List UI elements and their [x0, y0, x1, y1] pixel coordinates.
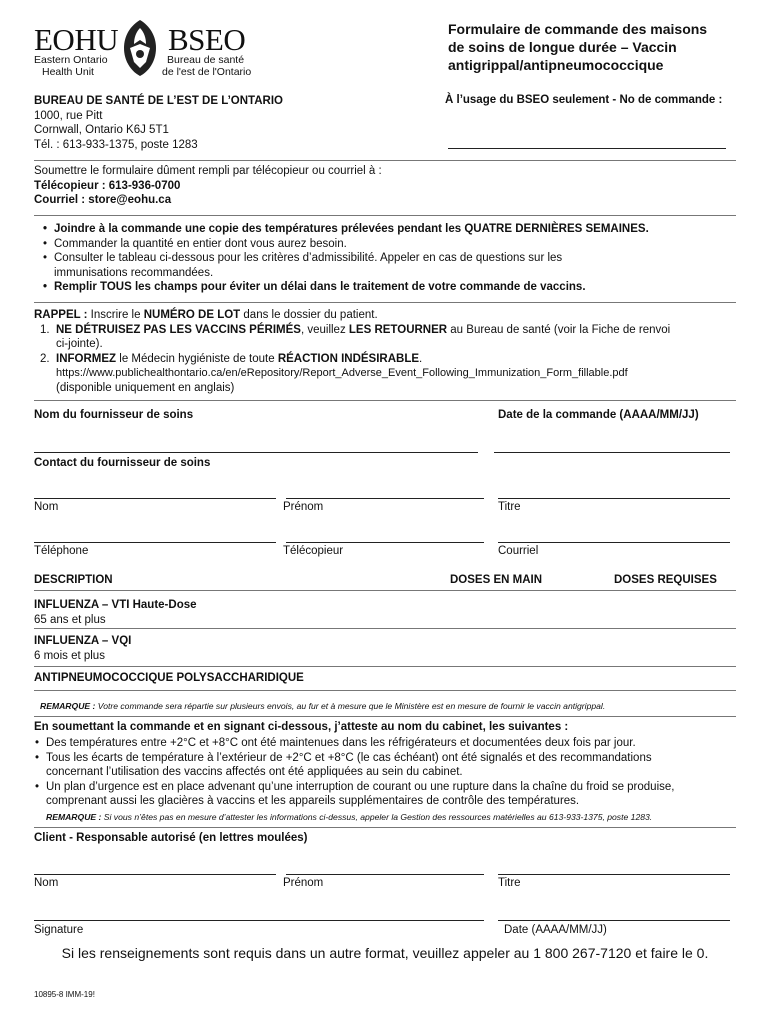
- instruction-list: [42, 222, 732, 295]
- divider: [34, 590, 736, 591]
- order-date-input[interactable]: [494, 438, 730, 453]
- contact-fax-label: Télécopieur: [283, 545, 344, 557]
- office-street: 1000, rue Pitt: [34, 109, 103, 122]
- submit-info: [34, 164, 382, 208]
- row2-doses-requises-input[interactable]: [612, 646, 732, 660]
- instruction-item: • Remplir TOUS les champs pour éviter un délai dans le traitement de votre commande de vaccins.: [42, 280, 732, 295]
- logo-left-abbr: EOHU: [34, 22, 119, 57]
- logo-right-name-1: Bureau de santé: [167, 54, 245, 66]
- contact-nom-input[interactable]: [34, 484, 276, 499]
- attest-remarque: REMARQUE : Si vous n’êtes pas en mesure d’attester les informations ci-dessus, appeler la Gestion des ressources matérielles au 613-933-1375, poste 1283.: [46, 812, 653, 822]
- instruction-item: • Commander la quantité en entier dont vous aurez besoin.: [42, 237, 732, 252]
- row3-doses-requises-input[interactable]: [612, 672, 732, 686]
- client-nom-input[interactable]: [34, 860, 276, 875]
- provider-name-input[interactable]: [34, 438, 478, 453]
- submit-fax: Télécopieur : 613-936-0700: [34, 179, 181, 192]
- row1-doses-en-main-input[interactable]: [450, 610, 570, 624]
- vaccine-eligibility: 65 ans et plus: [34, 613, 106, 626]
- order-date-label: Date de la commande (AAAA/MM/JJ): [498, 409, 699, 421]
- office-city: Cornwall, Ontario K6J 5T1: [34, 124, 169, 136]
- office-use-label: À l’usage du BSEO seulement - No de commande :: [445, 94, 723, 106]
- client-titre-input[interactable]: [498, 860, 730, 875]
- instruction-item: • Joindre à la commande une copie des températures prélevées pendant les QUATRE DERNIÈRES SEMAINES.: [42, 222, 732, 237]
- attest-list: [34, 736, 734, 809]
- row3-doses-en-main-input[interactable]: [450, 672, 570, 686]
- divider: [34, 215, 736, 216]
- table-row: [34, 634, 131, 663]
- rappel-section: [34, 308, 734, 395]
- divider: [34, 666, 736, 667]
- client-date-label: Date (AAAA/MM/JJ): [504, 924, 607, 936]
- form-code: 10895-8 IMM-19!: [34, 990, 95, 999]
- logo-left-name-2: Health Unit: [42, 66, 94, 78]
- rappel-item: 1. NE DÉTRUISEZ PAS LES VACCINS PÉRIMÉS, veuillez LES RETOURNER au Bureau de santé (voir la Fiche de renvoi ci-jointe).: [40, 323, 671, 350]
- logo-left-name-1: Eastern Ontario: [34, 54, 108, 66]
- emblem-icon: [116, 18, 164, 78]
- attest-heading: En soumettant la commande et en signant ci-dessous, j’atteste au nom du cabinet, les suivantes :: [34, 721, 569, 733]
- client-date-input[interactable]: [498, 906, 730, 921]
- office-phone: Tél. : 613-933-1375, poste 1283: [34, 138, 198, 151]
- client-heading: Client - Responsable autorisé (en lettres moulées): [34, 832, 308, 844]
- contact-titre-input[interactable]: [498, 484, 730, 499]
- table-remarque: REMARQUE : Votre commande sera répartie sur plusieurs envois, au fur et à mesure que le Ministère est en mesure de fournir le vaccin antigrippal.: [40, 701, 606, 711]
- contact-prenom-input[interactable]: [286, 484, 484, 499]
- form-title: [448, 20, 707, 74]
- office-name: BUREAU DE SANTÉ DE L’EST DE L’ONTARIO: [34, 95, 283, 107]
- divider: [34, 400, 736, 401]
- provider-name-label: Nom du fournisseur de soins: [34, 409, 194, 421]
- divider: [34, 716, 736, 717]
- client-prenom-label: Prénom: [283, 877, 324, 889]
- col-description: DESCRIPTION: [34, 574, 113, 586]
- title-line-2: de soins de longue durée – Vaccin: [448, 39, 677, 55]
- attest-item: • Tous les écarts de température à l’extérieur de +2°C et +8°C (le cas échéant) ont été signalés et des recommandations concernant l’utilisation des vaccins affectés ont été appliquées au sein du cabinet.: [34, 751, 734, 780]
- vaccine-name: INFLUENZA – VQI: [34, 635, 132, 647]
- contact-nom-label: Nom: [34, 501, 59, 513]
- client-nom-label: Nom: [34, 877, 59, 889]
- contact-telephone-label: Téléphone: [34, 545, 89, 557]
- contact-email-input[interactable]: [498, 528, 730, 543]
- divider: [34, 302, 736, 303]
- divider: [34, 827, 736, 828]
- client-prenom-input[interactable]: [286, 860, 484, 875]
- table-row: [34, 598, 197, 627]
- client-signature-input[interactable]: [34, 906, 484, 921]
- report-form-link[interactable]: https://www.publichealthontario.ca/en/eRepository/Report_Adverse_Event_Following_Immunization_Form_fillable.pdf: [56, 367, 628, 379]
- submit-intro: Soumettre le formulaire dûment rempli par télécopieur ou courriel à :: [34, 165, 382, 177]
- row1-doses-requises-input[interactable]: [612, 610, 732, 624]
- contact-email-label: Courriel: [498, 545, 539, 557]
- instruction-item: • Consulter le tableau ci-dessous pour les critères d’admissibilité. Appeler en cas de questions sur les immunisations recommandées.: [42, 251, 732, 280]
- submit-email: Courriel : store@eohu.ca: [34, 194, 172, 206]
- col-doses-en-main: DOSES EN MAIN: [450, 574, 543, 586]
- divider: [34, 160, 736, 161]
- title-line-3: antigrippal/antipneumococcique: [448, 57, 664, 73]
- contact-prenom-label: Prénom: [283, 501, 324, 513]
- eohu-logo: [34, 18, 254, 78]
- client-signature-label: Signature: [34, 924, 84, 936]
- provider-contact-label: Contact du fournisseur de soins: [34, 457, 211, 469]
- contact-fax-input[interactable]: [286, 528, 484, 543]
- rappel-item: 2. INFORMEZ le Médecin hygiéniste de toute RÉACTION INDÉSIRABLE. https://www.publichealthontario.ca/en/eRepository/Report_Adverse_Event_Following_Immunization_Form_fillable.pdf (disponible uniquement en anglais): [40, 352, 628, 394]
- order-number-input[interactable]: [448, 134, 726, 149]
- col-doses-requises: DOSES REQUISES: [614, 574, 717, 586]
- contact-telephone-input[interactable]: [34, 528, 276, 543]
- rappel-line: RAPPEL : Inscrire le NUMÉRO DE LOT dans le dossier du patient.: [34, 309, 378, 321]
- table-row: ANTIPNEUMOCOCCIQUE POLYSACCHARIDIQUE: [34, 672, 304, 684]
- vaccine-eligibility: 6 mois et plus: [34, 649, 105, 662]
- attest-item: • Un plan d’urgence est en place advenant qu’une interruption de courant ou une rupture dans la chaîne du froid se produise, comprenant aussi les glacières à vaccins et les appareils supplémentaires de contrôle des températures.: [34, 780, 734, 809]
- row2-doses-en-main-input[interactable]: [450, 646, 570, 660]
- logo-right-name-2: de l'est de l'Ontario: [162, 66, 252, 78]
- divider: [34, 690, 736, 691]
- divider: [34, 628, 736, 629]
- alt-format-notice: Si les renseignements sont requis dans un autre format, veuillez appeler au 1 800 267-7120 et faire le 0.: [61, 945, 709, 961]
- rappel-list: [34, 323, 734, 396]
- contact-titre-label: Titre: [498, 501, 521, 513]
- vaccine-name: INFLUENZA – VTI Haute-Dose: [34, 599, 197, 611]
- attest-item: • Des températures entre +2°C et +8°C ont été maintenues dans les réfrigérateurs et documentées deux fois par jour.: [34, 736, 734, 751]
- client-titre-label: Titre: [498, 877, 521, 889]
- logo-right-abbr: BSEO: [168, 22, 246, 57]
- title-line-1: Formulaire de commande des maisons: [448, 21, 708, 37]
- office-address: [34, 94, 283, 152]
